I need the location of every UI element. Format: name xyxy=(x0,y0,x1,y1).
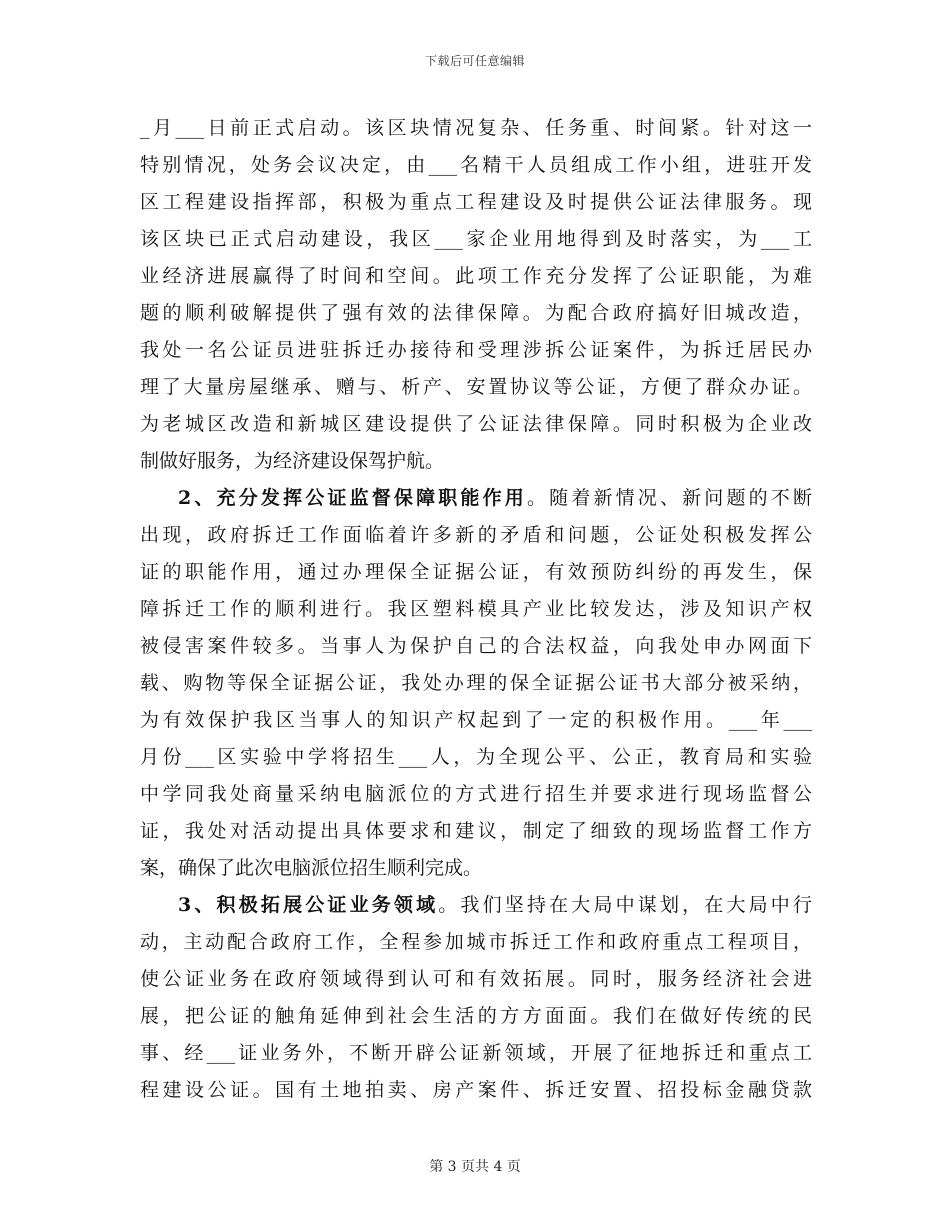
text-line: 程建设公证。国有土地拍卖、房产案件、拆迁安置、招投标金融贷款 xyxy=(140,1079,812,1101)
text-line: 业经济进展赢得了时间和空间。此项工作充分发挥了公证职能，为难 xyxy=(140,265,812,287)
text-line: 制做好服务，为经济建设保驾护航。 xyxy=(140,450,445,472)
text-line: 动，主动配合政府工作，全程参加城市拆迁工作和政府重点工程项目， xyxy=(140,931,812,953)
text-line: 特别情况，处务会议决定，由___名精干人员组成工作小组，进驻开发 xyxy=(140,154,812,176)
paragraph-3 xyxy=(140,887,812,1109)
section-heading: 2、充分发挥公证监督保障职能作用 xyxy=(178,487,527,509)
text-line: 被侵害案件较多。当事人为保护自己的合法权益，向我处申办网面下 xyxy=(140,635,812,657)
text-line: 中学同我处商量采纳电脑派位的方式进行招生并要求进行现场监督公 xyxy=(140,783,812,805)
text-run: 。随着新情况、新问题的不断 xyxy=(526,487,812,509)
text-line: 案，确保了此次电脑派位招生顺利完成。 xyxy=(140,857,483,879)
text-line: _月___日前正式启动。该区块情况复杂、任务重、时间紧。针对这一 xyxy=(140,117,812,139)
paragraph-first-line xyxy=(140,887,812,924)
paragraph-1 xyxy=(140,110,812,480)
text-line: 障拆迁工作的顺利进行。我区塑料模具产业比较发达，涉及知识产权 xyxy=(140,598,812,620)
page-header: 下载后可任意编辑 xyxy=(424,54,525,68)
section-heading: 3、积极拓展公证业务领域 xyxy=(178,894,439,916)
text-line: 区工程建设指挥部，积极为重点工程建设及时提供公证法律服务。现 xyxy=(140,191,812,213)
text-line: 展，把公证的触角延伸到社会生活的方方面面。我们在做好传统的民 xyxy=(140,1005,812,1027)
paragraph-2 xyxy=(140,480,812,887)
text-line: 为老城区改造和新城区建设提供了公证法律保障。同时积极为企业改 xyxy=(140,413,812,435)
text-line: 出现，政府拆迁工作面临着许多新的矛盾和问题，公证处积极发挥公 xyxy=(140,524,812,546)
text-line: 该区块已正式启动建设，我区___家企业用地得到及时落实，为___工 xyxy=(140,228,812,250)
text-line: 题的顺利破解提供了强有效的法律保障。为配合政府搞好旧城改造， xyxy=(140,302,812,324)
text-line: 证，我处对活动提出具体要求和建议，制定了细致的现场监督工作方 xyxy=(140,820,812,842)
page-number-footer: 第 3 页共 4 页 xyxy=(429,1159,521,1175)
paragraph-first-line xyxy=(140,480,812,517)
document-body xyxy=(140,110,812,1109)
text-line: 事、经___证业务外，不断开辟公证新领域，开展了征地拆迁和重点工 xyxy=(140,1042,812,1064)
text-run: 。我们坚持在大局中谋划，在大局中行 xyxy=(438,894,812,916)
text-line: 为有效保护我区当事人的知识产权起到了一定的积极作用。___年___ xyxy=(140,709,812,731)
text-line: 我处一名公证员进驻拆迁办接待和受理涉拆公证案件，为拆迁居民办 xyxy=(140,339,812,361)
text-line: 使公证业务在政府领域得到认可和有效拓展。同时，服务经济社会进 xyxy=(140,968,812,990)
text-line: 理了大量房屋继承、赠与、析产、安置协议等公证，方便了群众办证。 xyxy=(140,376,812,398)
text-line: 月份___区实验中学将招生___人，为全现公平、公正，教育局和实验 xyxy=(140,746,812,768)
text-line: 证的职能作用，通过办理保全证据公证，有效预防纠纷的再发生，保 xyxy=(140,561,812,583)
text-line: 载、购物等保全证据公证，我处办理的保全证据公证书大部分被采纳， xyxy=(140,672,812,694)
